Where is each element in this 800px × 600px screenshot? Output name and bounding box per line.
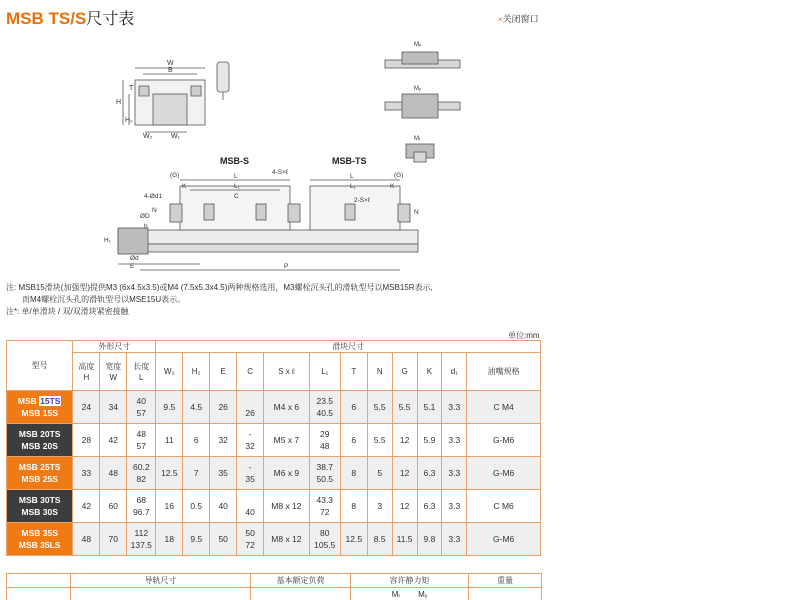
- column-header: E: [210, 353, 237, 391]
- close-icon: ×: [498, 15, 503, 24]
- column-header: G: [392, 353, 417, 391]
- spec-cell: 33: [73, 457, 100, 490]
- model-cell: [7, 391, 73, 424]
- spec-cell: 0.5: [183, 490, 210, 523]
- dim-g-label-left: (G): [170, 172, 180, 179]
- column-header: C: [237, 353, 264, 391]
- spec-cell: M8 x 12: [264, 490, 310, 523]
- dim-l1-label-left: L₁: [234, 183, 240, 190]
- spec-cell: 42: [73, 490, 100, 523]
- spec-cell: 112 137.5: [127, 523, 156, 556]
- column-header: W₂: [156, 353, 183, 391]
- spec-cell: 28: [73, 424, 100, 457]
- column-header: 长度 L: [127, 353, 156, 391]
- spec-cell: 6: [340, 424, 367, 457]
- spec-cell: 68 96.7: [127, 490, 156, 523]
- spec-cell: 6.3: [417, 490, 442, 523]
- column-header: H₂: [183, 353, 210, 391]
- spec-cell: 48 57: [127, 424, 156, 457]
- load-mr: Mᵣ: [391, 590, 401, 599]
- dim-w-label: W: [167, 60, 174, 67]
- column-header: T: [340, 353, 367, 391]
- spec-cell: 5.9: [417, 424, 442, 457]
- model-name-prefix: MSB 25TS: [18, 462, 61, 472]
- spec-cell: 23.5 40.5: [309, 391, 340, 424]
- column-header: S x ℓ: [264, 353, 310, 391]
- column-header: d₁: [442, 353, 467, 391]
- header-outer-dimensions: 外形尺寸: [73, 341, 156, 353]
- spec-cell: 3.3: [442, 457, 467, 490]
- model-cell: [7, 457, 73, 490]
- spec-cell: 11.5: [392, 523, 417, 556]
- spec-cell: 6: [340, 391, 367, 424]
- unit-label: 单位:mm: [508, 331, 540, 340]
- load-header-basic: 基本额定负荷: [251, 574, 351, 588]
- spec-cell: 5.5: [367, 391, 392, 424]
- load-cell-static: [351, 588, 469, 600]
- note-line-1: 注: MSB15滑块(加强型)提供M3 (6x4.5x3.5)或M4 (7.5x5.3x4.5)两种规格选用，M3螺栓沉头孔的滑轨型号以MSB15R表示,: [6, 283, 433, 292]
- table-row: [7, 391, 541, 424]
- spec-cell: 11: [156, 424, 183, 457]
- title-brand: MSB TS/S: [6, 9, 87, 28]
- model-name-prefix: MSB 20TS: [18, 429, 61, 439]
- load-cell-basic: [251, 588, 351, 600]
- table-row: [7, 457, 541, 490]
- note-line-3: 注*: 单/单滑块 / 双/双滑块紧密接触: [6, 307, 129, 316]
- model-name-prefix: MSB: [17, 396, 40, 406]
- dim-n-label-left: N: [152, 207, 157, 214]
- header-block-dimensions: 滑块尺寸: [156, 341, 541, 353]
- load-header-weight: 重量: [469, 574, 542, 588]
- spec-cell: 12: [392, 457, 417, 490]
- spec-cell: C M6: [467, 490, 541, 523]
- load-cell-weight: [469, 588, 542, 600]
- spec-cell: M6 x 9: [264, 457, 310, 490]
- load-cell-rail: [71, 588, 251, 600]
- load-table: [6, 573, 542, 600]
- spec-cell: - 35: [237, 457, 264, 490]
- load-my: Mᵧ: [418, 590, 428, 599]
- spec-cell: 12.5: [156, 457, 183, 490]
- model-name-prefix: MSB 35S: [21, 528, 58, 538]
- spec-cell: 12.5: [340, 523, 367, 556]
- spec-cell: 18: [156, 523, 183, 556]
- spec-cell: 80 105.5: [309, 523, 340, 556]
- spec-cell: C M4: [467, 391, 541, 424]
- spec-cell: G-M6: [467, 523, 541, 556]
- dim-mr-label: Mᵣ: [414, 136, 421, 142]
- dim-h2-label: H₂: [125, 117, 133, 124]
- note-line-2: 而M4螺栓沉头孔的滑轨型号以MSE15U表示。: [22, 295, 186, 304]
- spec-cell: 38.7 50.5: [309, 457, 340, 490]
- dim-l-label-left: L: [234, 173, 238, 180]
- page-title: [6, 6, 134, 29]
- column-header: K: [417, 353, 442, 391]
- spec-body: [7, 391, 541, 556]
- spec-cell: 40 57: [127, 391, 156, 424]
- model-name-2: MSB 35LS: [18, 540, 61, 550]
- dim-b-label: B: [168, 67, 173, 74]
- spec-cell: 50: [210, 523, 237, 556]
- spec-cell: 50 72: [237, 523, 264, 556]
- spec-cell: 26: [210, 391, 237, 424]
- spec-cell: 4.5: [183, 391, 210, 424]
- msb-ts-label: MSB-TS: [332, 156, 367, 166]
- dim-4sxl-label: 4-S×ℓ: [272, 169, 289, 176]
- dim-4od1-label: 4-Ød1: [144, 193, 163, 200]
- spec-cell: 6.3: [417, 457, 442, 490]
- column-header: 高度 H: [73, 353, 100, 391]
- drawing-side-views: [100, 152, 430, 278]
- column-headers: [7, 353, 541, 391]
- spec-cell: G-M6: [467, 424, 541, 457]
- dim-p-label: P: [284, 263, 289, 270]
- drawing-cross-section: [115, 50, 245, 140]
- model-name-2: MSB 20S: [21, 441, 58, 451]
- spec-cell: 48: [100, 457, 127, 490]
- dim-h1-label: H₁: [104, 237, 111, 244]
- spec-cell: 32: [210, 424, 237, 457]
- model-name-1: [7, 494, 72, 506]
- close-window-link[interactable]: [498, 12, 539, 25]
- table-row: [7, 523, 541, 556]
- moment-icons-svg: [380, 38, 465, 168]
- spec-cell: M8 x 12: [264, 523, 310, 556]
- drawing-moment-icons: [380, 38, 465, 168]
- spec-cell: 12: [392, 424, 417, 457]
- spec-cell: G-M6: [467, 457, 541, 490]
- spec-cell: 48: [73, 523, 100, 556]
- spec-cell: 8.5: [367, 523, 392, 556]
- dim-h-label: H: [116, 99, 122, 106]
- spec-cell: M4 x 6: [264, 391, 310, 424]
- model-cell: [7, 424, 73, 457]
- column-header: L₁: [309, 353, 340, 391]
- notes: [6, 282, 433, 318]
- spec-cell: 3.3: [442, 523, 467, 556]
- model-name-2: MSB 25S: [21, 474, 58, 484]
- load-header-blank: [7, 574, 71, 588]
- dim-l1-label-right: L₁: [350, 183, 356, 190]
- model-name-1: [7, 527, 72, 539]
- spec-cell: 40: [237, 490, 264, 523]
- model-name-2: MSB 15S: [21, 408, 58, 418]
- dim-od-label: ØD: [140, 213, 150, 220]
- model-cell: [7, 523, 73, 556]
- dim-c-label: C: [234, 193, 239, 200]
- spec-cell: 3.3: [442, 391, 467, 424]
- dim-e-label: E: [130, 263, 135, 270]
- load-cell-blank: [7, 588, 71, 600]
- spec-cell: 5.5: [392, 391, 417, 424]
- spec-cell: 35: [210, 457, 237, 490]
- dim-d-label: Ød: [130, 255, 139, 262]
- spec-cell: 9.8: [417, 523, 442, 556]
- spec-cell: 26: [237, 391, 264, 424]
- dim-g-label-right: (G): [394, 172, 404, 179]
- dim-2sxl-label: 2-S×ℓ: [354, 197, 371, 204]
- msb-s-label: MSB-S: [220, 156, 249, 166]
- model-name-2: MSB 30S: [21, 507, 58, 517]
- spec-cell: 5: [367, 457, 392, 490]
- spec-cell: 5.5: [367, 424, 392, 457]
- header-model: 型号: [7, 341, 73, 391]
- spec-cell: 60.2 82: [127, 457, 156, 490]
- spec-cell: 60: [100, 490, 127, 523]
- spec-cell: 3.3: [442, 424, 467, 457]
- spec-cell: 16: [156, 490, 183, 523]
- dim-mp-label: Mₚ: [414, 42, 422, 48]
- spec-cell: - 32: [237, 424, 264, 457]
- spec-cell: 34: [100, 391, 127, 424]
- dim-w2-label: W₂: [143, 133, 153, 140]
- model-name-1: [7, 461, 72, 473]
- dim-k-label-right: K: [390, 183, 395, 190]
- dim-h-small-label: h: [144, 223, 148, 230]
- spec-cell: 8: [340, 490, 367, 523]
- model-name-1: [7, 395, 72, 407]
- dim-k-label-left: K: [182, 183, 187, 190]
- load-header-rail: 导轨尺寸: [71, 574, 251, 588]
- spec-cell: 8: [340, 457, 367, 490]
- spec-cell: 9.5: [156, 391, 183, 424]
- spec-cell: 5.1: [417, 391, 442, 424]
- close-window-label: 关闭窗口: [502, 14, 539, 24]
- cross-section-svg: [115, 50, 245, 140]
- dim-n-label-right: N: [414, 209, 419, 216]
- table-row: [7, 490, 541, 523]
- spec-cell: 42: [100, 424, 127, 457]
- spec-cell: 9.5: [183, 523, 210, 556]
- side-views-svg: [100, 152, 430, 278]
- title-suffix: 尺寸表: [86, 11, 135, 28]
- column-header: 宽度 W: [100, 353, 127, 391]
- table-row: [7, 424, 541, 457]
- load-header-static: 容许静力矩: [351, 574, 469, 588]
- spec-table: [6, 340, 541, 556]
- model-name-highlight: 15TS: [40, 396, 61, 406]
- column-header: 油嘴规格: [467, 353, 541, 391]
- spec-cell: 29 48: [309, 424, 340, 457]
- spec-cell: 7: [183, 457, 210, 490]
- dim-l-label-right: L: [350, 173, 354, 180]
- spec-cell: 40: [210, 490, 237, 523]
- spec-cell: M5 x 7: [264, 424, 310, 457]
- spec-cell: 3: [367, 490, 392, 523]
- dim-t-label: T: [129, 85, 134, 92]
- spec-cell: 43.3 72: [309, 490, 340, 523]
- model-name-prefix: MSB 30TS: [18, 495, 61, 505]
- model-name-1: [7, 428, 72, 440]
- model-cell: [7, 490, 73, 523]
- dim-w1-label: W₁: [171, 133, 180, 140]
- spec-cell: 12: [392, 490, 417, 523]
- dim-my-label: Mᵧ: [414, 86, 421, 92]
- spec-cell: 24: [73, 391, 100, 424]
- spec-cell: 70: [100, 523, 127, 556]
- spec-cell: 3.3: [442, 490, 467, 523]
- spec-cell: 6: [183, 424, 210, 457]
- column-header: N: [367, 353, 392, 391]
